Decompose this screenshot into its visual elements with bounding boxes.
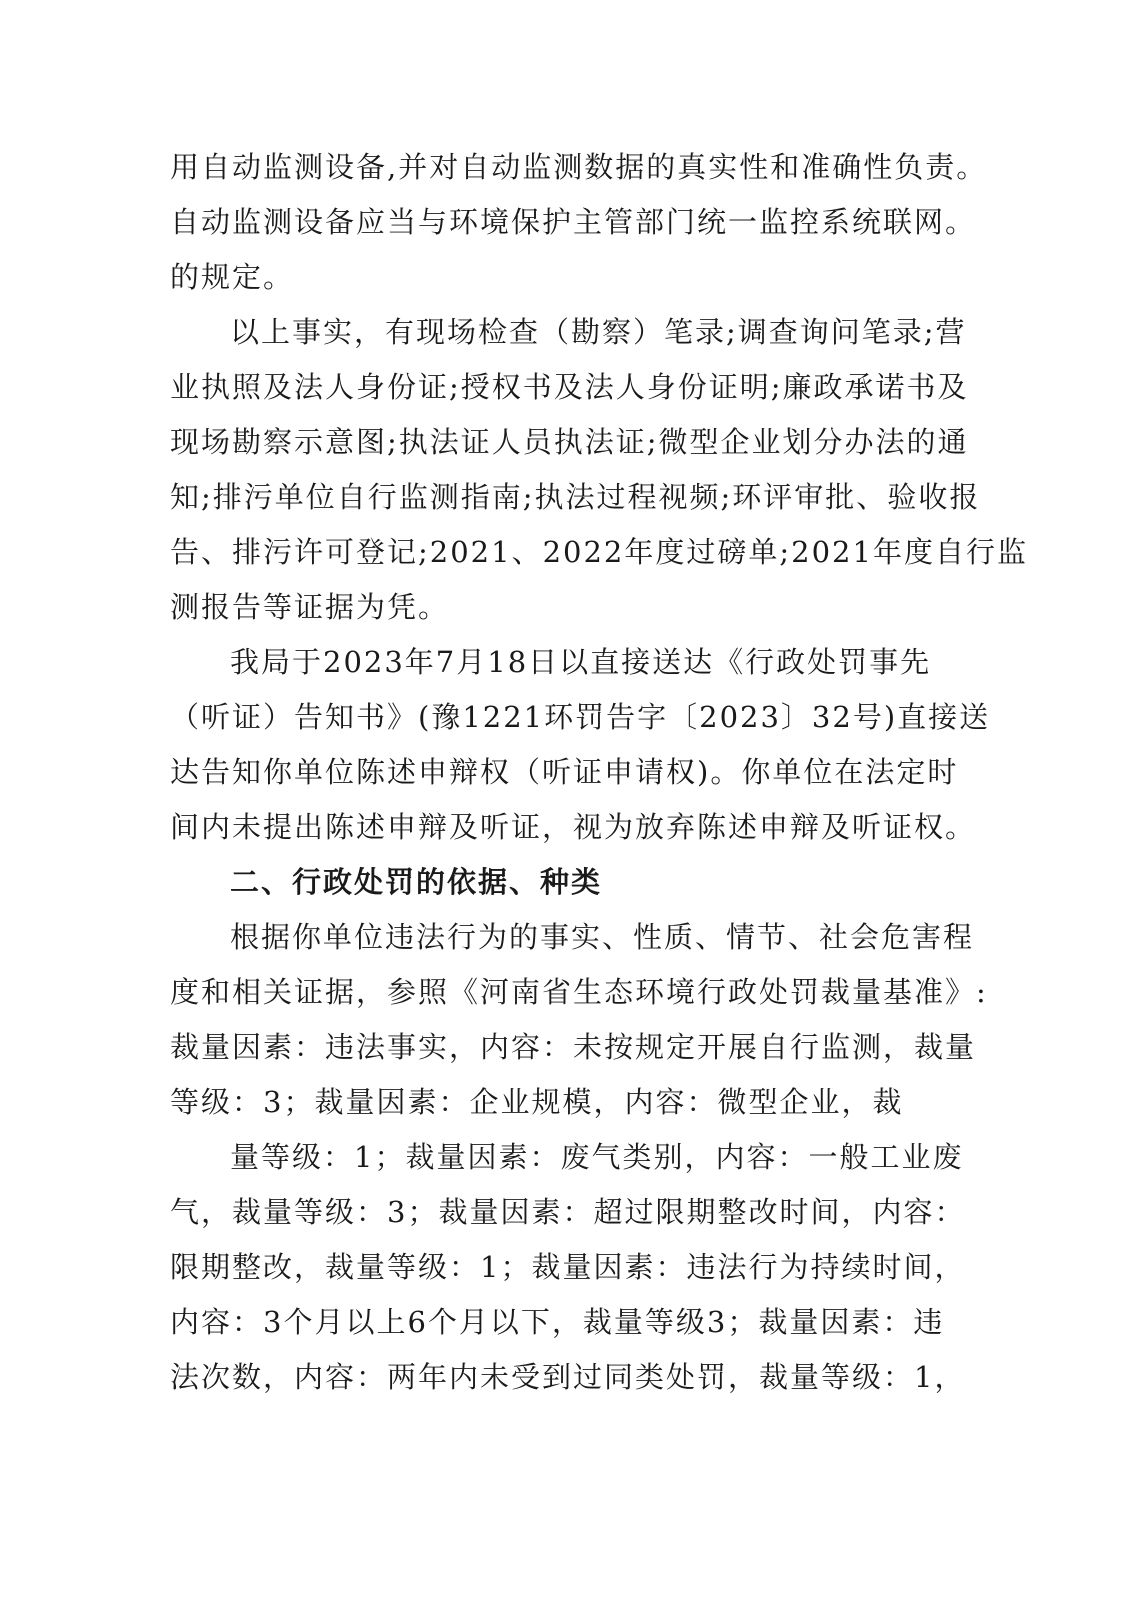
section-heading: 二、行政处罚的依据、种类 [230,865,603,899]
paragraph-line: 业执照及法人身份证;授权书及法人身份证明;廉政承诺书及 [170,370,969,404]
paragraph-line: （听证）告知书》(豫1221环罚告字〔2023〕32号)直接送 [170,700,991,734]
paragraph-line: 根据你单位违法行为的事实、性质、情节、社会危害程 [230,920,975,954]
paragraph-line: 量等级：1；裁量因素：废气类别，内容：一般工业废 [230,1140,964,1174]
paragraph-line: 限期整改，裁量等级：1；裁量因素：违法行为持续时间， [170,1250,966,1284]
paragraph-line: 等级：3；裁量因素：企业规模，内容：微型企业，裁 [170,1085,904,1119]
paragraph-line: 间内未提出陈述申辩及听证，视为放弃陈述申辩及听证权。 [170,810,977,844]
paragraph-line: 现场勘察示意图;执法证人员执法证;微型企业划分办法的通 [170,425,969,459]
paragraph-line: 气，裁量等级：3；裁量因素：超过限期整改时间，内容： [170,1195,966,1229]
paragraph-line: 用自动监测设备,并对自动监测数据的真实性和准确性负责。 [170,150,988,184]
paragraph-line: 裁量因素：违法事实，内容：未按规定开展自行监测，裁量 [170,1030,977,1064]
paragraph-line: 法次数，内容：两年内未受到过同类处罚，裁量等级：1， [170,1360,966,1394]
paragraph-line: 内容：3个月以上6个月以下，裁量等级3；裁量因素：违 [170,1305,945,1339]
paragraph-line: 测报告等证据为凭。 [170,590,450,624]
paragraph-line: 自动监测设备应当与环境保护主管部门统一监控系统联网。 [170,205,977,239]
paragraph-line: 我局于2023年7月18日以直接送达《行政处罚事先 [230,645,932,679]
paragraph-line: 以上事实，有现场检查（勘察）笔录;调查询问笔录;营 [230,315,967,349]
paragraph-line: 达告知你单位陈述申辩权（听证申请权)。你单位在法定时 [170,755,959,789]
paragraph-line: 告、排污许可登记;2021、2022年度过磅单;2021年度自行监 [170,535,1028,569]
paragraph-line: 知;排污单位自行监测指南;执法过程视频;环评审批、验收报 [170,480,981,514]
paragraph-line: 的规定。 [170,260,295,294]
paragraph-line: 度和相关证据，参照《河南省生态环境行政处罚裁量基准》: [170,975,988,1009]
